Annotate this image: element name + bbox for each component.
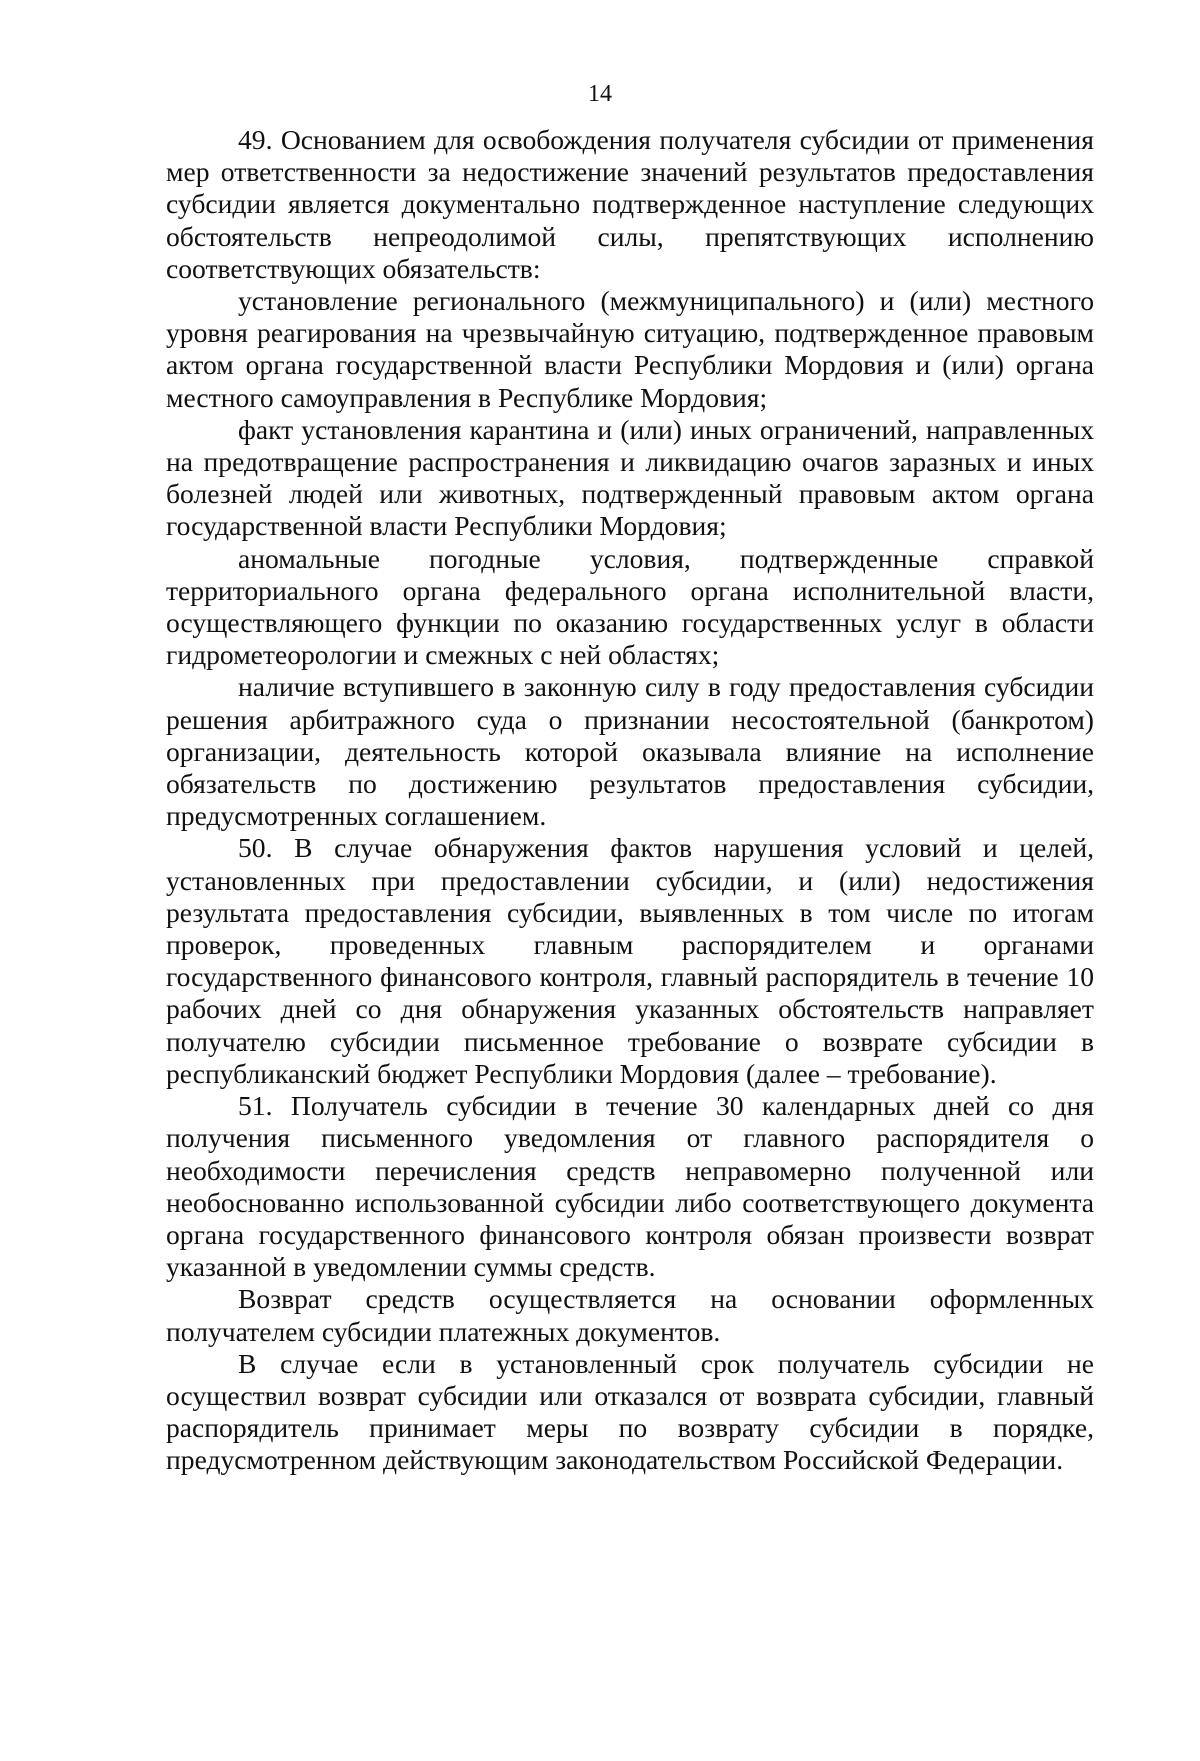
page-number: 14 (588, 81, 612, 107)
paragraph-51: 51. Получатель субсидии в течение 30 календарных дней со дня получения письменного уведомления от главного распорядителя о необходимости перечисления средств неправомерно полученной или необоснованно использованной субсидии либо соответствующего документа органа государственного финансового контроля обязан произвести возврат указанной в уведомлении суммы средств. (166, 1090, 1094, 1283)
paragraph-49: 49. Основанием для освобождения получателя субсидии от применения мер ответственности за недостижение значений результатов предоставления субсидии является документально подтвержденное наступление следующих обстоятельств непреодолимой силы, препятствующих исполнению соответствующих обязательств: (166, 124, 1094, 284)
paragraph-refund-failure: В случае если в установленный срок получатель субсидии не осуществил возврат субсидии или отказался от возврата субсидии, главный распорядитель принимает меры по возврату субсидии в порядке, предусмотренном действующим законодательством Российской Федерации. (166, 1347, 1094, 1476)
paragraph-50: 50. В случае обнаружения фактов нарушения условий и целей, установленных при предоставлении субсидии, и (или) недостижения результата предоставления субсидии, выявленных в том числе по итогам проверок, проведенных главным распорядителем и органами государственного финансового контроля, главный распорядитель в течение 10 рабочих дней со дня обнаружения указанных обстоятельств направляет получателю субсидии письменное требование о возврате субсидии в республиканский бюджет Республики Мордовия (далее – требование). (166, 832, 1094, 1089)
paragraph-bankruptcy: наличие вступившего в законную силу в году предоставления субсидии решения арбитражного суда о признании несостоятельной (банкротом) организации, деятельность которой оказывала влияние на исполнение обязательств по достижению результатов предоставления субсидии, предусмотренных соглашением. (166, 671, 1094, 832)
paragraph-quarantine: факт установления карантина и (или) иных ограничений, направленных на предотвращение распространения и ликвидацию очагов заразных и иных болезней людей или животных, подтвержденный правовым актом органа государственной власти Республики Мордовия; (166, 413, 1094, 542)
paragraph-weather: аномальные погодные условия, подтвержденные справкой территориального органа федерального органа исполнительной власти, осуществляющего функции по оказанию государственных услуг в области гидрометеорологии и смежных с ней областях; (166, 542, 1094, 671)
paragraph-emergency-situation: установление регионального (межмуниципального) и (или) местного уровня реагирования на чрезвычайную ситуацию, подтвержденное правовым актом органа государственной власти Республики Мордовия и (или) органа местного самоуправления в Республике Мордовия; (166, 285, 1094, 413)
document-body (166, 124, 1094, 1477)
paragraph-refund-basis: Возврат средств осуществляется на основании оформленных получателем субсидии платежных документов. (166, 1283, 1094, 1347)
